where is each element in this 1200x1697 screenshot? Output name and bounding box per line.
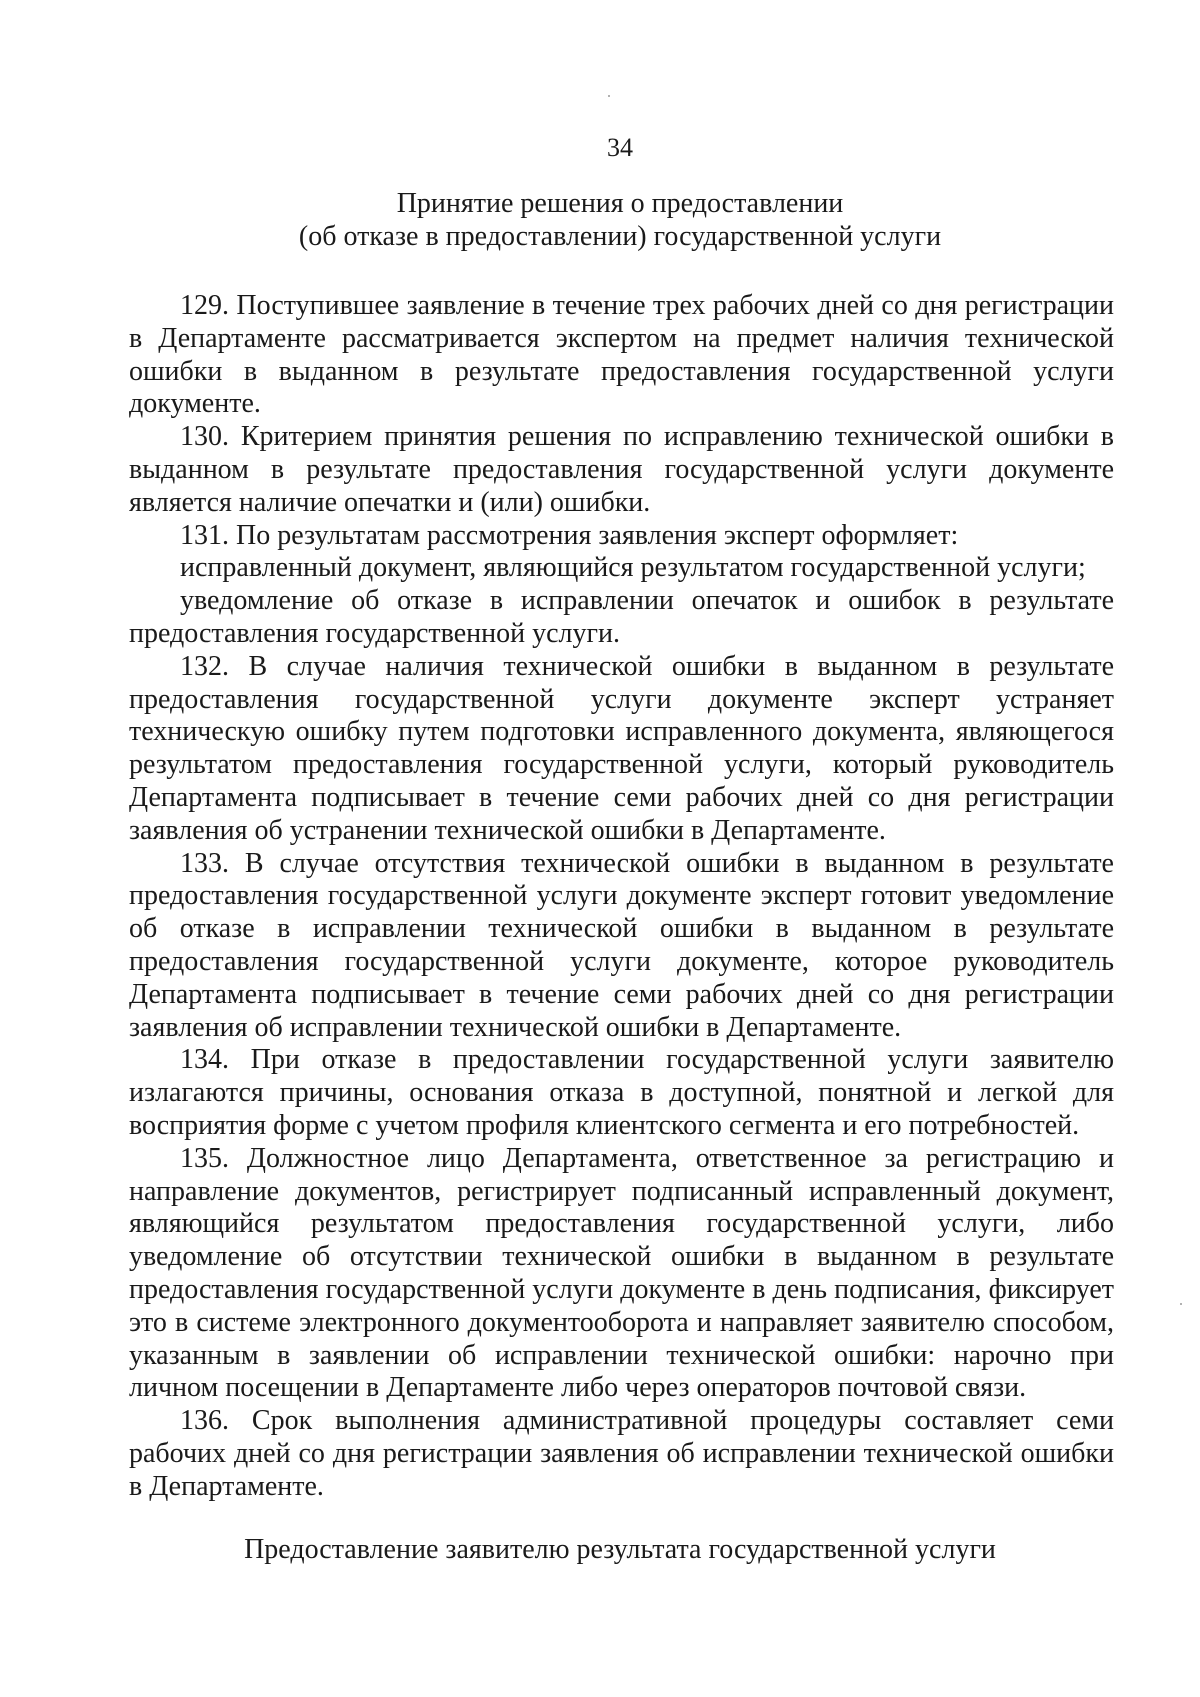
paragraph-131: 131. По результатам рассмотрения заявления эксперт оформляет: [180,519,959,551]
document-body [129,290,1114,1503]
paragraph-131-item-1: исправленный документ, являющийся результатом государственной услуги; [180,552,1086,584]
section-heading-line-2: (об отказе в предоставлении) государственной услуги [298,221,942,252]
section-heading-line-1: Принятие решения о предоставлении [396,188,844,219]
paragraph-129: 129. Поступившее заявление в течение трех рабочих дней со дня регистрации в Департаменте рассматривается экспертом на предмет наличия технической ошибки в выданном в результате предоставления государственной услуги документе. [129,290,1114,420]
paragraph-132: 132. В случае наличия технической ошибки в выданном в результате предоставления государственной услуги документе эксперт устраняет техническую ошибку путем подготовки исправленного документа, являющегося результатом предоставления государственной услуги, который руководитель Департамента подписывает в течение семи рабочих дней со дня регистрации заявления об устранении технической ошибки в Департаменте. [129,650,1114,846]
paragraph-136: 136. Срок выполнения административной процедуры составляет семи рабочих дней со дня регистрации заявления об исправлении технической ошибки в Департаменте. [129,1405,1114,1502]
paragraph-130: 130. Критерием принятия решения по исправлению технической ошибки в выданном в результате предоставления государственной услуги документе является наличие опечатки и (или) ошибки. [129,421,1114,518]
section-heading [0,187,1200,253]
paragraph-135: 135. Должностное лицо Департамента, ответственное за регистрацию и направление документов, регистрирует подписанный исправленный документ, являющийся результатом предоставления государственной услуги, либо уведомление об отсутствии технической ошибки в выданном в результате предоставления государственной услуги документе в день подписания, фиксирует это в системе электронного документооборота и направляет заявителю способом, указанным в заявлении об исправлении технической ошибки: нарочно при личном посещении в Департаменте либо через операторов почтовой связи. [129,1142,1114,1404]
next-section-heading: Предоставление заявителю результата государственной услуги [244,1534,996,1565]
page-number: 34 [607,133,633,162]
paragraph-134: 134. При отказе в предоставлении государственной услуги заявителю излагаются причины, основания отказа в доступной, понятной и легкой для восприятия форме с учетом профиля клиентского сегмента и его потребностей. [129,1044,1114,1141]
scan-speck [608,95,610,97]
paragraph-131-item-2: уведомление об отказе в исправлении опечаток и ошибок в результате предоставления государственной услуги. [129,585,1114,649]
scan-speck [1180,1303,1182,1305]
paragraph-133: 133. В случае отсутствия технической ошибки в выданном в результате предоставления государственной услуги документе эксперт готовит уведомление об отказе в исправлении технической ошибки в выданном в результате предоставления государственной услуги документе, которое руководитель Департамента подписывает в течение семи рабочих дней со дня регистрации заявления об исправлении технической ошибки в Департаменте. [129,847,1114,1043]
